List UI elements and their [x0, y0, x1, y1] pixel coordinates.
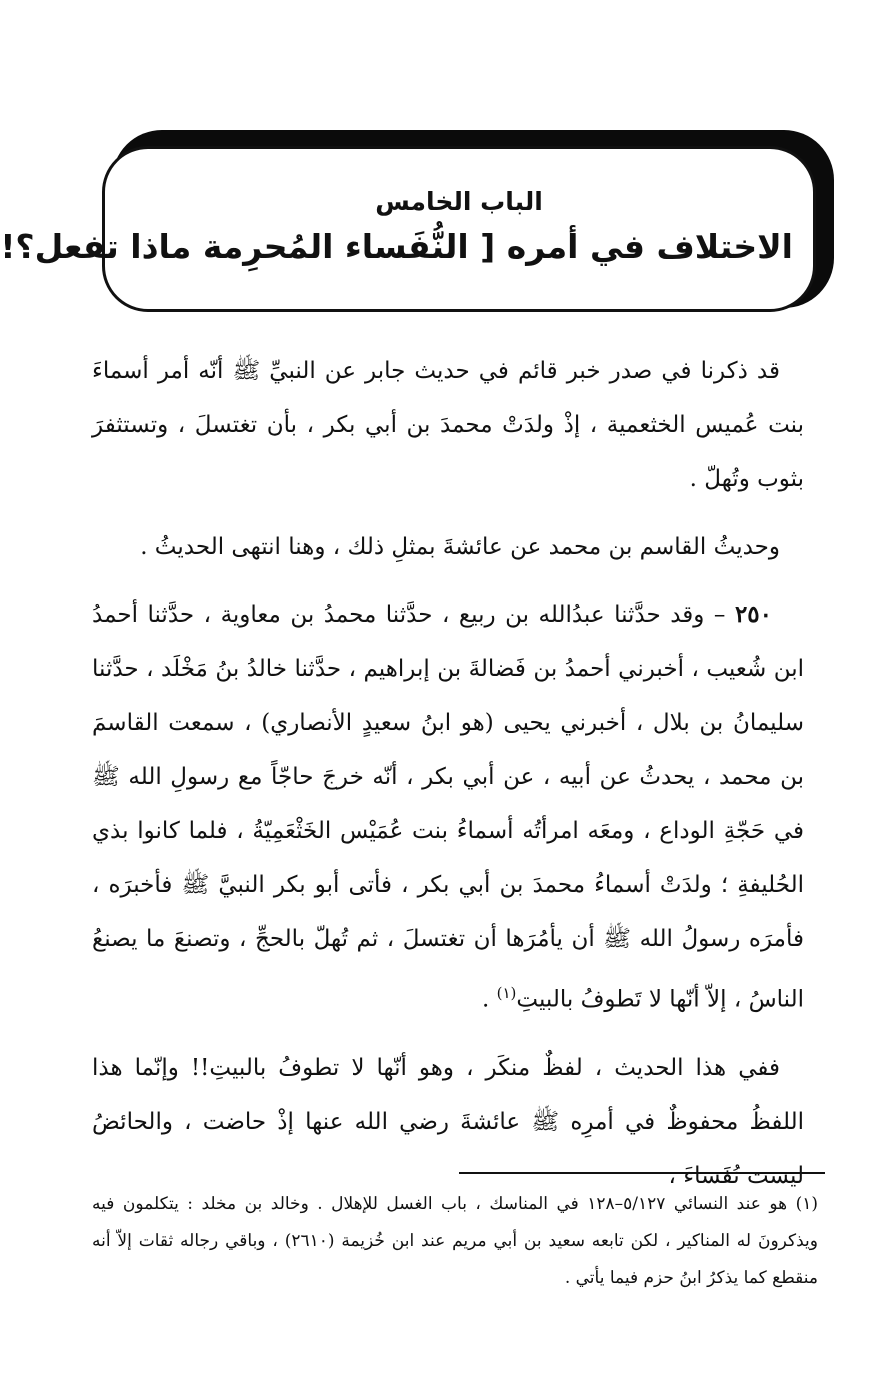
footnote-reference[interactable]: (١): [496, 984, 517, 1002]
hadith-paragraph: [92, 588, 804, 1027]
chapter-title: الاختلاف في أمره [ النُّفَساء المُحرِمة ماذا تفعل؟!: [0, 227, 793, 266]
title-frame: [0, 146, 816, 312]
paragraph-qasim: وحديثُ القاسم بن محمد عن عائشةَ بمثلِ ذلك ، وهنا انتهى الحديثُ .: [140, 534, 780, 560]
hadith-tail: .: [481, 986, 497, 1013]
hadith-text: – وقد حدَّثنا عبدُالله بن ربيع ، حدَّثنا محمدُ بن معاوية ، حدَّثنا أحمدُ ابن شُعيب ، أخبرني أحمدُ بن فَضالةَ بن إبراهيم ، حدَّثنا خالدُ بنُ مَخْلَد ، حدَّثنا سليمانُ بن بلال ، أخبرني يحيى (هو ابنُ سعيدٍ الأنصاري) ، سمعت القاسمَ بن محمد ، يحدثُ عن أبيه ، عن أبي بكر ، أنّه خرجَ حاجّاً مع رسولِ الله ﷺ في حَجّةِ الوداع ، ومعَه امرأتُه أسماءُ بنت عُمَيْس الخَثْعَمِيّةُ ، فلما كانوا بذي الحُليفةِ ؛ ولدَتْ أسماءُ محمدَ بن أبي بكر ، فأتى أبو بكر النبيَّ ﷺ فأخبرَه ، فأمرَه رسولُ الله ﷺ أن يأمُرَها أن تغتسلَ ، ثم تُهلّ بالحجِّ ، وتصنعَ ما يصنعُ الناسُ ، إلاّ أنّها لا تَطوفُ بالبيتِ: [92, 602, 804, 1013]
body-text: [92, 344, 804, 1217]
paragraph-intro: قد ذكرنا في صدر خبر قائم في حديث جابر عن النبيِّ ﷺ أنّه أمر أسماءَ بنت عُميس الخثعمية ، إذْ ولدَتْ محمدَ بن أبي بكر ، بأن تغتسلَ ، وتستثفرَ بثوب وتُهلّ .: [92, 358, 804, 492]
footnote-text: (١) هو عند النسائي ٥/١٢٧–١٢٨ في المناسك ، باب الغسل للإهلال . وخالد بن مخلد : يتكلمون فيه ويذكرونَ له المناكير ، لكن تابعه سعيد بن أبي مريم عند ابن خُزيمة (٢٦١٠) ، وباقي رجاله ثقات إلاّ أنه منقطع كما يذكرُ ابنُ حزم فيما يأتي .: [92, 1194, 818, 1288]
footnote-divider: [459, 1172, 825, 1174]
hadith-number: ٢٥٠: [734, 601, 772, 628]
chapter-label: الباب الخامس: [375, 187, 543, 216]
paragraph-closing: ففي هذا الحديث ، لفظٌ منكَر ، وهو أنّها لا تطوفُ بالبيتِ!! وإنّما هذا اللفظُ محفوظٌ في أمرِه ﷺ عائشةَ رضي الله عنها إذْ حاضت ، والحائضُ ليست نُفَساءَ ،: [92, 1054, 804, 1189]
